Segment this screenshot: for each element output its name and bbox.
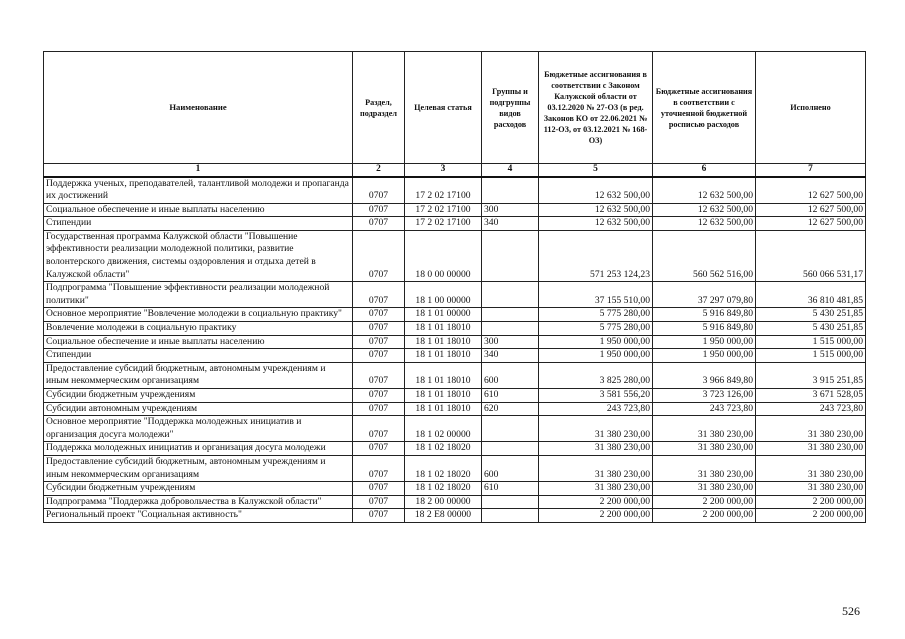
cell-group (482, 230, 539, 281)
cell-refined: 31 380 230,00 (653, 416, 756, 442)
cell-section: 0707 (353, 455, 405, 481)
cell-group (482, 322, 539, 336)
table-row (44, 482, 866, 496)
cell-name: Основное мероприятие "Вовлечение молодежи в социальную практику" (44, 308, 353, 322)
cell-group (482, 282, 539, 308)
cell-executed: 1 515 000,00 (756, 349, 866, 363)
cell-article: 18 1 01 00000 (405, 308, 482, 322)
table-row (44, 217, 866, 231)
table-row (44, 389, 866, 403)
header-law: Бюджетные ассигнования в соответствии с Законом Калужской области от 03.12.2020 № 27-ОЗ (в ред. Законов КО от 22.06.2021 № 112-ОЗ, от 03.12.2021 № 168-ОЗ) (539, 52, 653, 164)
cell-group: 620 (482, 402, 539, 416)
cell-law: 12 632 500,00 (539, 217, 653, 231)
cell-law: 1 950 000,00 (539, 335, 653, 349)
table-row (44, 308, 866, 322)
cell-section: 0707 (353, 177, 405, 204)
cell-group: 340 (482, 217, 539, 231)
cell-refined: 5 916 849,80 (653, 322, 756, 336)
table-row (44, 322, 866, 336)
cell-group (482, 442, 539, 456)
cell-name: Социальное обеспечение и иные выплаты населению (44, 203, 353, 217)
cell-section: 0707 (353, 282, 405, 308)
cell-refined: 2 200 000,00 (653, 495, 756, 509)
cell-executed: 31 380 230,00 (756, 455, 866, 481)
cell-refined: 37 297 079,80 (653, 282, 756, 308)
table-row (44, 282, 866, 308)
cell-law: 2 200 000,00 (539, 509, 653, 523)
cell-section: 0707 (353, 308, 405, 322)
cell-executed: 12 627 500,00 (756, 203, 866, 217)
header-section: Раздел, подраздел (353, 52, 405, 164)
cell-section: 0707 (353, 416, 405, 442)
cell-law: 3 581 556,20 (539, 389, 653, 403)
cell-refined: 3 966 849,80 (653, 362, 756, 388)
table-row (44, 362, 866, 388)
cell-refined: 12 632 500,00 (653, 177, 756, 204)
cell-article: 17 2 02 17100 (405, 203, 482, 217)
cell-group (482, 308, 539, 322)
cell-name: Основное мероприятие "Поддержка молодежных инициатив и организация досуга молодежи" (44, 416, 353, 442)
budget-table (43, 51, 866, 523)
cell-name: Поддержка молодежных инициатив и организация досуга молодежи (44, 442, 353, 456)
cell-executed: 2 200 000,00 (756, 509, 866, 523)
cell-refined: 243 723,80 (653, 402, 756, 416)
cell-section: 0707 (353, 322, 405, 336)
cell-executed: 5 430 251,85 (756, 322, 866, 336)
column-number: 2 (353, 164, 405, 177)
cell-name: Подпрограмма "Повышение эффективности реализации молодежной политики" (44, 282, 353, 308)
cell-article: 18 1 01 18010 (405, 349, 482, 363)
cell-group: 300 (482, 203, 539, 217)
cell-section: 0707 (353, 335, 405, 349)
column-number: 6 (653, 164, 756, 177)
table-row (44, 442, 866, 456)
cell-group: 610 (482, 389, 539, 403)
cell-law: 12 632 500,00 (539, 203, 653, 217)
cell-name: Социальное обеспечение и иные выплаты населению (44, 335, 353, 349)
cell-article: 18 1 01 18010 (405, 335, 482, 349)
cell-section: 0707 (353, 217, 405, 231)
cell-law: 571 253 124,23 (539, 230, 653, 281)
cell-law: 31 380 230,00 (539, 455, 653, 481)
cell-section: 0707 (353, 442, 405, 456)
table-row (44, 416, 866, 442)
column-number: 1 (44, 164, 353, 177)
cell-refined: 2 200 000,00 (653, 509, 756, 523)
cell-law: 3 825 280,00 (539, 362, 653, 388)
table-row (44, 455, 866, 481)
cell-section: 0707 (353, 482, 405, 496)
cell-group (482, 509, 539, 523)
cell-executed: 31 380 230,00 (756, 416, 866, 442)
cell-executed: 243 723,80 (756, 402, 866, 416)
cell-refined: 31 380 230,00 (653, 455, 756, 481)
cell-group (482, 495, 539, 509)
column-number-row (44, 164, 866, 177)
cell-law: 1 950 000,00 (539, 349, 653, 363)
table-row (44, 335, 866, 349)
cell-section: 0707 (353, 509, 405, 523)
cell-law: 243 723,80 (539, 402, 653, 416)
cell-refined: 1 950 000,00 (653, 349, 756, 363)
header-executed: Исполнено (756, 52, 866, 164)
cell-executed: 12 627 500,00 (756, 177, 866, 204)
cell-name: Поддержка ученых, преподавателей, талантливой молодежи и пропаганда их достижений (44, 177, 353, 204)
header-groups: Группы и подгруппы видов расходов (482, 52, 539, 164)
cell-article: 18 1 01 18010 (405, 402, 482, 416)
cell-group: 610 (482, 482, 539, 496)
cell-refined: 3 723 126,00 (653, 389, 756, 403)
cell-section: 0707 (353, 402, 405, 416)
cell-name: Вовлечение молодежи в социальную практику (44, 322, 353, 336)
header-name: Наименование (44, 52, 353, 164)
cell-name: Предоставление субсидий бюджетным, автономным учреждениям и иным некоммерческим организациям (44, 362, 353, 388)
header-refined: Бюджетные ассигнования в соответствии с уточненной бюджетной росписью расходов (653, 52, 756, 164)
cell-refined: 31 380 230,00 (653, 482, 756, 496)
cell-article: 18 1 02 00000 (405, 416, 482, 442)
cell-law: 2 200 000,00 (539, 495, 653, 509)
cell-article: 18 1 01 18010 (405, 389, 482, 403)
cell-law: 31 380 230,00 (539, 416, 653, 442)
table-row (44, 349, 866, 363)
cell-executed: 3 915 251,85 (756, 362, 866, 388)
cell-name: Стипендии (44, 217, 353, 231)
cell-article: 17 2 02 17100 (405, 177, 482, 204)
cell-law: 31 380 230,00 (539, 482, 653, 496)
cell-law: 5 775 280,00 (539, 322, 653, 336)
column-number: 3 (405, 164, 482, 177)
cell-group: 600 (482, 455, 539, 481)
cell-law: 5 775 280,00 (539, 308, 653, 322)
header-article: Целевая статья (405, 52, 482, 164)
cell-law: 37 155 510,00 (539, 282, 653, 308)
cell-executed: 36 810 481,85 (756, 282, 866, 308)
cell-section: 0707 (353, 389, 405, 403)
cell-article: 18 1 01 18010 (405, 322, 482, 336)
table-row (44, 177, 866, 204)
cell-section: 0707 (353, 203, 405, 217)
cell-executed: 31 380 230,00 (756, 442, 866, 456)
cell-law: 31 380 230,00 (539, 442, 653, 456)
cell-section: 0707 (353, 495, 405, 509)
cell-name: Стипендии (44, 349, 353, 363)
cell-article: 17 2 02 17100 (405, 217, 482, 231)
cell-group (482, 416, 539, 442)
cell-name: Государственная программа Калужской области "Повышение эффективности реализации молодежной политики, развитие волонтерского движения, системы оздоровления и отдыха детей в Калужской области" (44, 230, 353, 281)
cell-group (482, 177, 539, 204)
cell-executed: 2 200 000,00 (756, 495, 866, 509)
cell-executed: 31 380 230,00 (756, 482, 866, 496)
cell-article: 18 2 E8 00000 (405, 509, 482, 523)
cell-name: Субсидии бюджетным учреждениям (44, 389, 353, 403)
table-row (44, 509, 866, 523)
cell-refined: 12 632 500,00 (653, 217, 756, 231)
page-number: 526 (842, 604, 860, 618)
cell-executed: 560 066 531,17 (756, 230, 866, 281)
cell-article: 18 1 01 18010 (405, 362, 482, 388)
cell-article: 18 1 02 18020 (405, 442, 482, 456)
cell-executed: 3 671 528,05 (756, 389, 866, 403)
cell-law: 12 632 500,00 (539, 177, 653, 204)
table-row (44, 203, 866, 217)
cell-article: 18 1 02 18020 (405, 455, 482, 481)
column-number: 7 (756, 164, 866, 177)
cell-executed: 5 430 251,85 (756, 308, 866, 322)
cell-name: Субсидии автономным учреждениям (44, 402, 353, 416)
cell-refined: 12 632 500,00 (653, 203, 756, 217)
table-row (44, 402, 866, 416)
cell-name: Региональный проект "Социальная активность" (44, 509, 353, 523)
cell-executed: 1 515 000,00 (756, 335, 866, 349)
cell-section: 0707 (353, 230, 405, 281)
cell-refined: 31 380 230,00 (653, 442, 756, 456)
cell-name: Субсидии бюджетным учреждениям (44, 482, 353, 496)
column-number: 5 (539, 164, 653, 177)
cell-section: 0707 (353, 362, 405, 388)
cell-name: Предоставление субсидий бюджетным, автономным учреждениям и иным некоммерческим организациям (44, 455, 353, 481)
cell-article: 18 1 00 00000 (405, 282, 482, 308)
table-body (44, 177, 866, 523)
column-number: 4 (482, 164, 539, 177)
cell-section: 0707 (353, 349, 405, 363)
cell-name: Подпрограмма "Поддержка добровольчества в Калужской области" (44, 495, 353, 509)
cell-refined: 1 950 000,00 (653, 335, 756, 349)
cell-group: 340 (482, 349, 539, 363)
cell-refined: 5 916 849,80 (653, 308, 756, 322)
cell-article: 18 0 00 00000 (405, 230, 482, 281)
table-row (44, 230, 866, 281)
cell-group: 300 (482, 335, 539, 349)
cell-group: 600 (482, 362, 539, 388)
cell-executed: 12 627 500,00 (756, 217, 866, 231)
cell-refined: 560 562 516,00 (653, 230, 756, 281)
header-row (44, 52, 866, 164)
cell-article: 18 2 00 00000 (405, 495, 482, 509)
table-row (44, 495, 866, 509)
cell-article: 18 1 02 18020 (405, 482, 482, 496)
